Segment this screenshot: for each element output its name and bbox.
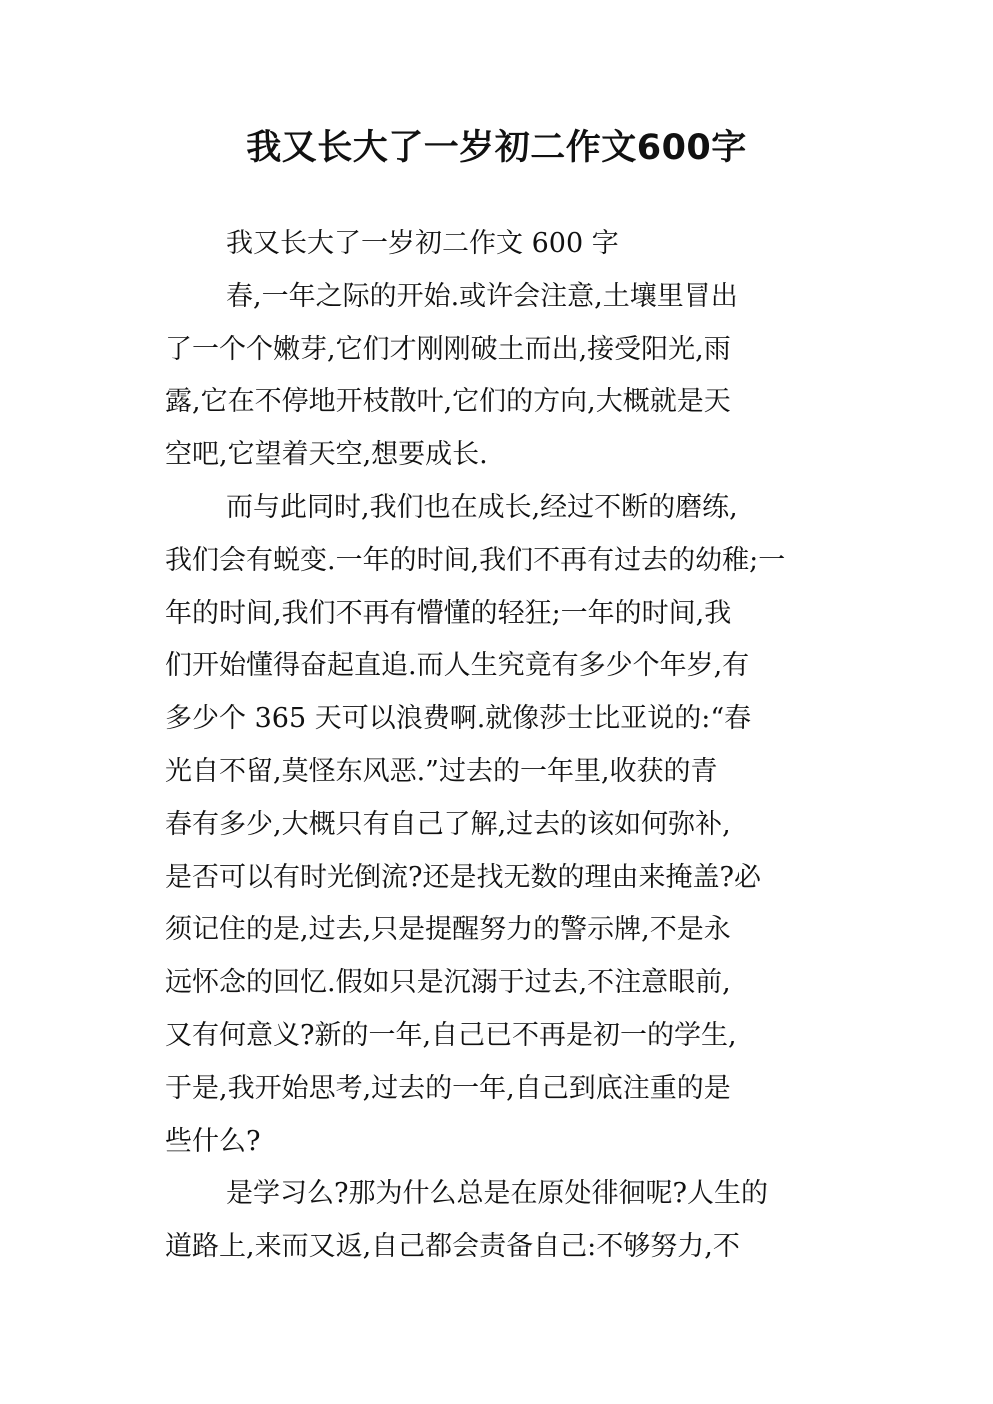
paragraph-2	[165, 271, 825, 482]
paragraph-line: 了一个个嫩芽,它们才刚刚破土而出,接受阳光,雨	[165, 333, 731, 365]
paragraph-line: 光自不留,莫怪东风恶.”过去的一年里,收获的青	[165, 755, 718, 787]
paragraph-line: 道路上,来而又返,自己都会责备自己:不够努力,不	[165, 1231, 740, 1263]
paragraph-line: 须记住的是,过去,只是提醒努力的警示牌,不是永	[165, 914, 731, 946]
paragraph-line: 多少个 365 天可以浪费啊.就像莎士比亚说的:“春	[165, 703, 752, 735]
document-title: 我又长大了一岁初二作文600字	[246, 128, 747, 168]
paragraph-line: 于是,我开始思考,过去的一年,自己到底注重的是	[165, 1072, 731, 1104]
paragraph-line: 春,一年之际的开始.或许会注意,土壤里冒出	[226, 280, 738, 312]
paragraph-1	[165, 218, 825, 271]
paragraph-line: 露,它在不停地开枝散叶,它们的方向,大概就是天	[165, 386, 731, 418]
paragraph-line: 些什么?	[165, 1125, 261, 1157]
paragraph-line: 春有多少,大概只有自己了解,过去的该如何弥补,	[165, 808, 731, 840]
paragraph-line: 我又长大了一岁初二作文 600 字	[226, 228, 619, 259]
paragraph-4	[165, 1168, 825, 1274]
paragraph-3	[165, 482, 825, 1168]
document-body	[165, 218, 825, 1274]
paragraph-line: 远怀念的回忆.假如只是沉溺于过去,不注意眼前,	[165, 967, 731, 999]
paragraph-line: 是学习么?那为什么总是在原处徘徊呢?人生的	[226, 1178, 768, 1210]
paragraph-line: 而与此同时,我们也在成长,经过不断的磨练,	[226, 491, 738, 523]
paragraph-line: 又有何意义?新的一年,自己已不再是初一的学生,	[165, 1019, 737, 1051]
paragraph-line: 年的时间,我们不再有懵懂的轻狂;一年的时间,我	[165, 597, 732, 629]
paragraph-line: 空吧,它望着天空,想要成长.	[165, 439, 488, 471]
paragraph-line: 是否可以有时光倒流?还是找无数的理由来掩盖?必	[165, 861, 761, 893]
paragraph-line: 我们会有蜕变.一年的时间,我们不再有过去的幼稚;一	[165, 544, 786, 576]
paragraph-line: 们开始懂得奋起直追.而人生究竟有多少个年岁,有	[165, 650, 750, 682]
